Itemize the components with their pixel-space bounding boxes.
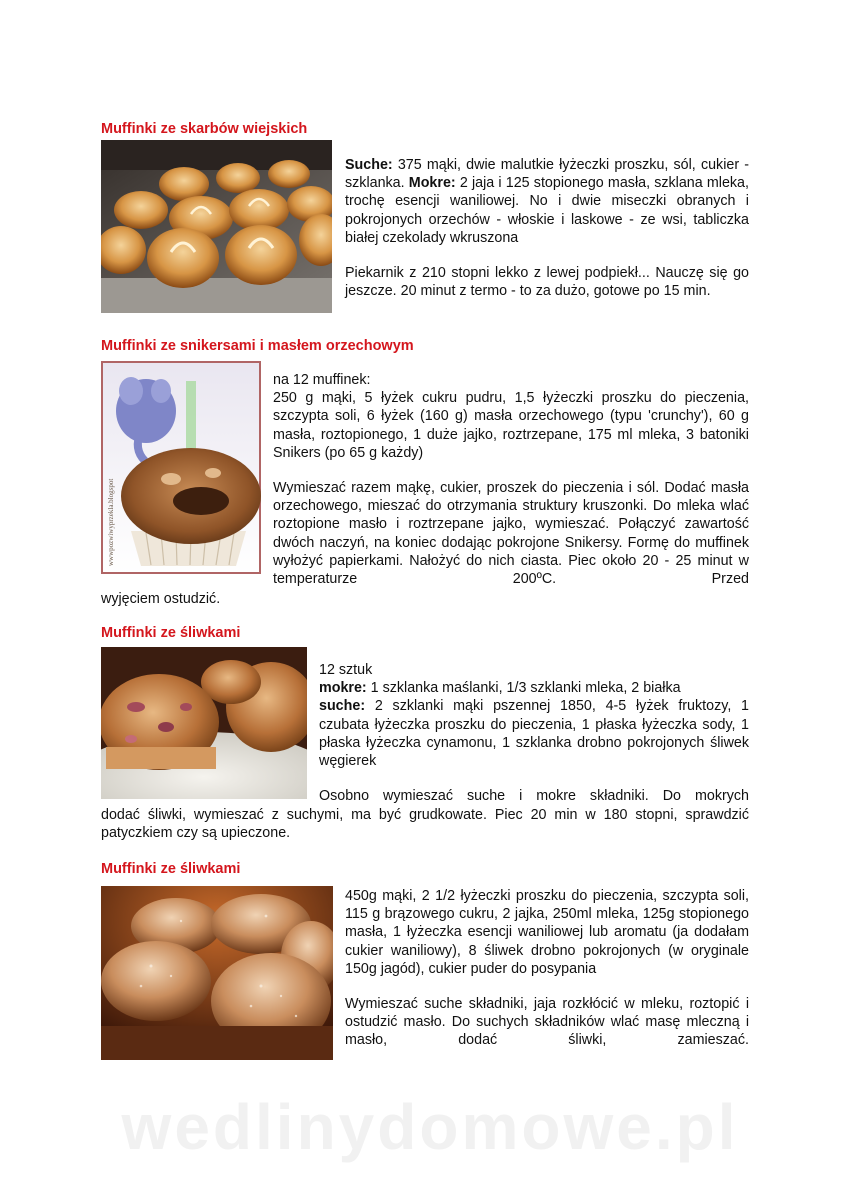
recipe-2-method-tail: wyjęciem ostudzić. <box>101 591 221 607</box>
wet-label: mokre: <box>319 680 367 697</box>
wet-text: 2 jaja i 125 stopionego masła, szklana mleka, trochę esencji waniliowej. No i dwie miseczki obranych i pokrojonych orzechów - włoskie i laskowe - ze wsi, tabliczka białej czekolady wkruszona <box>345 175 749 246</box>
recipe-3-title: Muffinki ze śliwkami <box>101 625 241 641</box>
recipe-3-dry <box>319 697 749 770</box>
recipe-3-servings: 12 sztuk <box>319 662 373 678</box>
sugared-muffins-image <box>101 886 333 1060</box>
recipe-4-title: Muffinki ze śliwkami <box>101 861 241 877</box>
recipe-3-text <box>319 661 749 805</box>
recipe-2-ingredients: 250 g mąki, 5 łyżek cukru pudru, 1,5 łyżeczki proszku do pieczenia, szczypta soli, 6 łyżek (160 g) masła orzechowego (typu 'crunchy'), 60 g masła, roztopionego, 1 duże jajko, roztrzepane, 175 ml mleka, 3 batoniki Snikers (po 65 g każdy) <box>273 390 749 461</box>
recipe-1-method: Piekarnik z 210 stopni lekko z lewej podpiekł... Nauczę się go jeszcze. 20 minut z termo - to za dużo, gotowe po 15 min. <box>345 265 749 300</box>
recipe-4-method: Wymieszać suche składniki, jaja rozkłócić w mleku, roztopić i ostudzić masło. Do suchych składników wlać masę mleczną i masło, dodać śliwki, zamieszać. <box>345 996 749 1049</box>
wet-label: Mokre: <box>408 175 456 192</box>
wet-text: 1 szklanka maślanki, 1/3 szklanki mleka, 2 białka <box>366 680 681 697</box>
recipe-1-ingredients <box>345 156 749 247</box>
dry-text: 375 mąki, dwie malutkie łyżeczki proszku, sól, cukier - szklanka. <box>345 157 749 192</box>
recipe-4-photo <box>101 886 333 1060</box>
dry-text: 2 szklanki mąki pszennej 1850, 4-5 łyżek fruktozy, 1 czubata łyżeczka proszku do pieczenia, 1 płaska łyżeczka sody, 1 płaska łyżeczka cynamonu, 1 szklanka drobno pokrojonych śliwek węgierek <box>319 698 749 770</box>
recipe-1-title: Muffinki ze skarbów wiejskich <box>101 121 308 137</box>
recipe-2-title: Muffinki ze snikersami i masłem orzechowym <box>101 338 414 354</box>
plum-muffins-image <box>101 647 307 799</box>
recipe-2-photo <box>101 361 261 574</box>
recipe-2-servings: na 12 muffinek: <box>273 372 371 388</box>
recipe-2-text <box>273 371 749 588</box>
recipe-4-ingredients: 450g mąki, 2 1/2 łyżeczki proszku do pieczenia, szczypta soli, 115 g brązowego cukru, 2 jajka, 250ml mleka, 125g stopionego masła, 1 łyżeczka esencji waniliowej lub aromatu (ja dodałam cukier waniliowy), 8 śliwek drobno pokrojonych (w oryginale 150g jagód), cukier puder do posypania <box>345 888 749 977</box>
recipe-4-text <box>345 887 749 1050</box>
recipe-1-photo <box>101 140 332 313</box>
recipe-3-photo <box>101 647 307 799</box>
recipe-3-method-head: Osobno wymieszać suche i mokre składniki. Do mokrych <box>319 788 749 805</box>
muffin-tray-image <box>101 140 332 313</box>
recipe-3-wet <box>319 679 749 697</box>
photo-caption: wwwpozwiwyprzekla.blogspot <box>107 478 115 566</box>
dry-label: Suche: <box>345 157 393 173</box>
recipe-2-method: Wymieszać razem mąkę, cukier, proszek do pieczenia i sól. Dodać masła orzechowego, mieszać do otrzymania struktury kruszonki. Do mleka wlać roztopione masło i roztrzepane jajko, wymieszać. Połączyć zawartość dwóch naczyń, na koniec dodając pokrojone Snikersy. Formę do muffinek wyłożyć papierkami. Nałożyć do nich ciasta. Piec około 20 - 25 minut w temperaturze 200ºC. Przed <box>273 480 749 588</box>
recipe-1-text <box>345 156 749 300</box>
snickers-muffin-image <box>101 361 261 574</box>
watermark: wedlinydomowe.pl <box>121 1091 739 1163</box>
dry-label: suche: <box>319 698 366 715</box>
recipe-3-method-tail: dodać śliwki, wymieszać z suchymi, ma być grudkowate. Piec 20 min w 180 stopni, sprawdzić patyczkiem czy są upieczone. <box>101 807 749 842</box>
